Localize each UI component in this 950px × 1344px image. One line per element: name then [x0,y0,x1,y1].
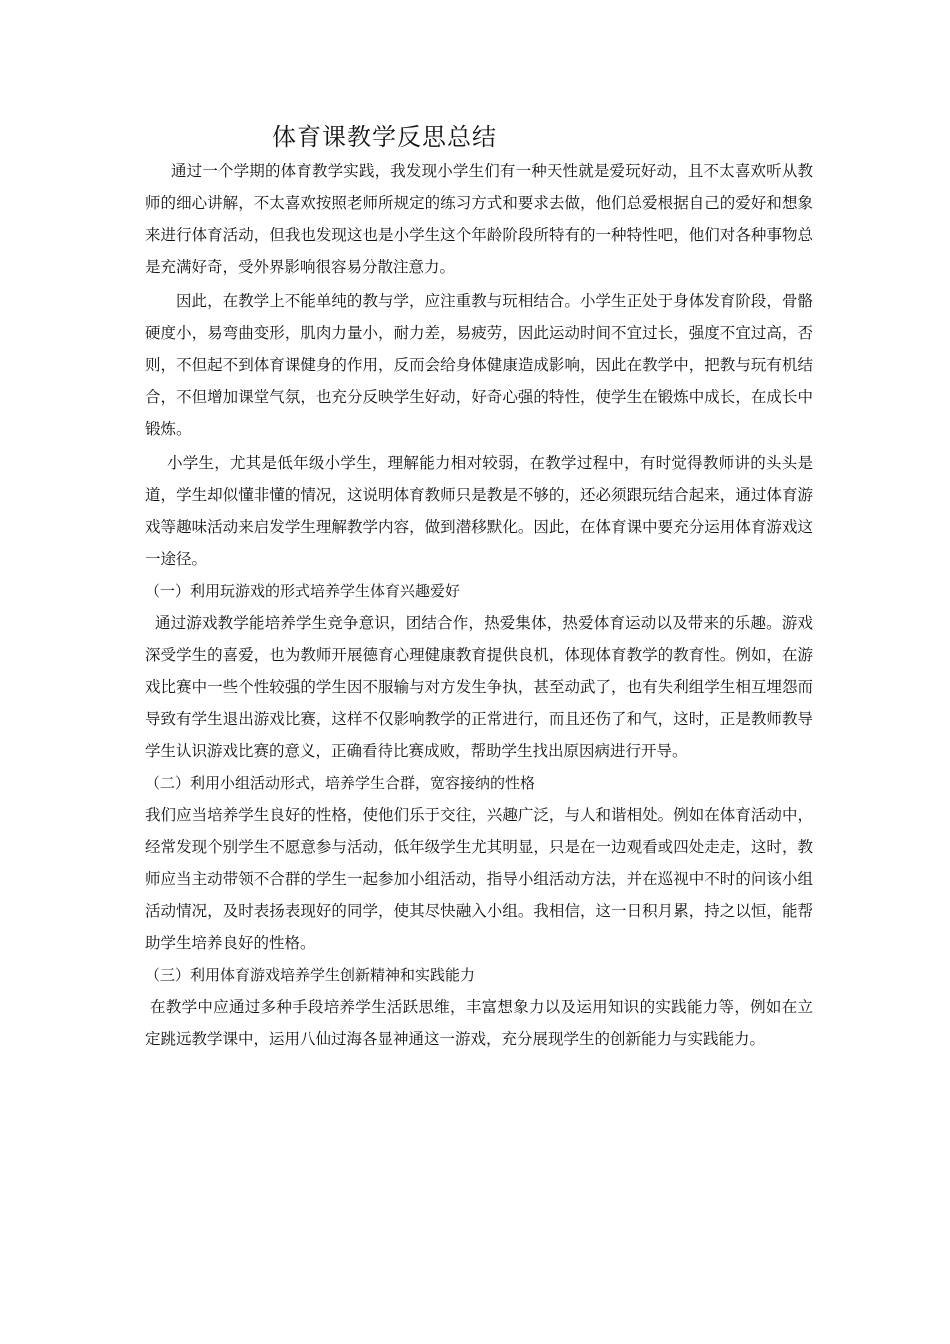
paragraph-understanding: 小学生，尤其是低年级小学生，理解能力相对较弱，在教学过程中，有时觉得教师讲的头头是道，学生却似懂非懂的情况，这说明体育教师只是教是不够的，还必须跟玩结合起来，通过体育游戏等趣味活动来启发学生理解教学内容，做到潜移默化。因此，在体育课中要充分运用体育游戏这一途径。 [145,454,813,568]
paragraph-creativity: 在教学中应通过多种手段培养学生活跃思维，丰富想象力以及运用知识的实践能力等，例如在立定跳远教学课中，运用八仙过海各显神通这一游戏，充分展现学生的创新能力与实践能力。 [145,998,813,1048]
paragraph-intro: 通过一个学期的体育教学实践，我发现小学生们有一种天性就是爱玩好动，且不太喜欢听从教师的细心讲解，不太喜欢按照老师所规定的练习方式和要求去做，他们总爱根据自己的爱好和想象来进行体育活动，但我也发现这也是小学生这个年龄阶段所特有的一种特性吧，他们对各种事物总是充满好奇，受外界影响很容易分散注意力。 [145,162,813,276]
paragraph-group-activity: 我们应当培养学生良好的性格，使他们乐于交往，兴趣广泛，与人和谐相处。例如在体育活动中，经常发现个别学生不愿意参与活动，低年级学生尤其明显，只是在一边观看或四处走走，这时，教师应当主动带领不合群的学生一起参加小组活动，指导小组活动方法，并在巡视中不时的问该小组活动情况，及时表扬表现好的同学，使其尽快融入小组。我相信，这一日积月累，持之以恒，能帮助学生培养良好的性格。 [145,806,813,952]
paragraph-games-interest: 通过游戏教学能培养学生竞争意识，团结合作，热爱集体，热爱体育运动以及带来的乐趣。游戏深受学生的喜爱，也为教师开展德育心理健康教育提供良机，体现体育教学的教育性。例如，在游戏比赛中一些个性较强的学生因不服输与对方发生争执，甚至动武了，也有失利组学生相互埋怨而导致有学生退出游戏比赛，这样不仅影响教学的正常进行，而且还伤了和气，这时，正是教师教导学生认识游戏比赛的意义，正确看待比赛成败，帮助学生找出原因病进行开导。 [145,614,813,760]
paragraph-teaching-play: 因此，在教学上不能单纯的教与学，应注重教与玩相结合。小学生正处于身体发育阶段，骨骼硬度小，易弯曲变形，肌肉力量小，耐力差，易疲劳，因此运动时间不宜过长，强度不宜过高，否则，不但起不到体育课健身的作用，反而会给身体健康造成影响，因此在教学中，把教与玩有机结合，不但增加课堂气氛，也充分反映学生好动，好奇心强的特性，使学生在锻炼中成长，在成长中锻炼。 [145,292,813,438]
section-heading-1: （一）利用玩游戏的形式培养学生体育兴趣爱好 [145,582,461,600]
section-heading-2: （二）利用小组活动形式，培养学生合群，宽容接纳的性格 [145,774,536,792]
document-title: 体育课教学反思总结 [272,123,497,151]
section-heading-3: （三）利用体育游戏培养学生创新精神和实践能力 [145,966,476,984]
document-body [145,155,813,1055]
